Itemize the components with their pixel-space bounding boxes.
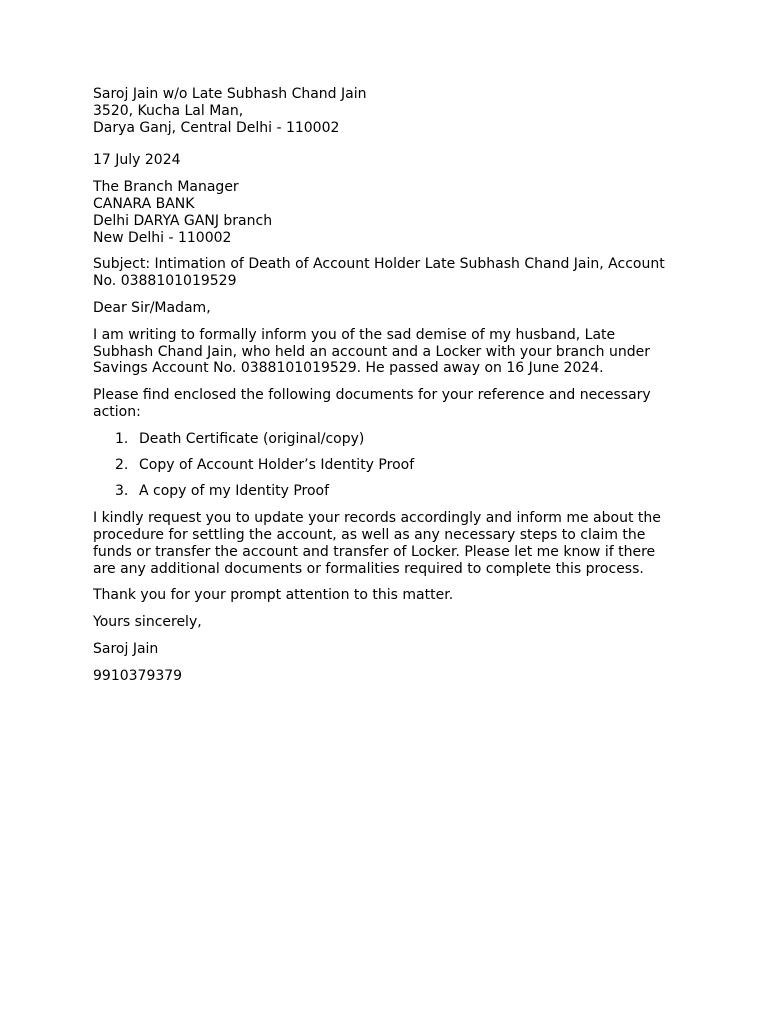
body-paragraph-3-line-1: I kindly request you to update your records accordingly and inform me about the bbox=[93, 510, 661, 527]
body-paragraph-3-line-3: funds or transfer the account and transfer of Locker. Please let me know if there bbox=[93, 543, 656, 560]
closing bbox=[93, 614, 683, 631]
body-paragraph-2-line-1: Please find enclosed the following documents for your reference and necessary bbox=[93, 387, 651, 404]
body-paragraph-3 bbox=[93, 510, 683, 577]
sender-city-line: Darya Ganj, Central Delhi - 110002 bbox=[93, 119, 340, 136]
recipient-address bbox=[93, 179, 683, 246]
subject-line bbox=[93, 256, 683, 290]
subject-line-1: Subject: Intimation of Death of Account Holder Late Subhash Chand Jain, Account bbox=[93, 256, 665, 273]
list-item-number: 3. bbox=[115, 483, 129, 500]
letter-page bbox=[93, 86, 683, 685]
enclosed-documents-list bbox=[93, 431, 683, 500]
body-paragraph-1-line-3: Savings Account No. 0388101019529. He passed away on 16 June 2024. bbox=[93, 360, 604, 377]
list-item-text: Death Certificate (original/copy) bbox=[139, 430, 365, 447]
body-paragraph-4 bbox=[93, 587, 683, 604]
letter-date-block bbox=[93, 152, 683, 169]
list-item bbox=[93, 457, 683, 474]
list-item bbox=[93, 483, 683, 500]
body-paragraph-1 bbox=[93, 327, 683, 377]
signature bbox=[93, 641, 683, 658]
subject-line-2: No. 0388101019529 bbox=[93, 273, 237, 290]
recipient-branch-line: Delhi DARYA GANJ branch bbox=[93, 212, 273, 229]
sender-address bbox=[93, 86, 683, 136]
recipient-bank-line: CANARA BANK bbox=[93, 195, 195, 212]
list-item-text: A copy of my Identity Proof bbox=[139, 483, 330, 500]
list-item-text: Copy of Account Holder’s Identity Proof bbox=[139, 457, 415, 474]
body-paragraph-3-line-2: procedure for settling the account, as well as any necessary steps to claim the bbox=[93, 526, 646, 543]
list-item-number: 2. bbox=[115, 457, 129, 474]
sender-name-line: Saroj Jain w/o Late Subhash Chand Jain bbox=[93, 86, 367, 102]
phone-number: 9910379379 bbox=[93, 667, 183, 684]
sender-street-line: 3520, Kucha Lal Man, bbox=[93, 102, 244, 119]
list-item-number: 1. bbox=[115, 430, 129, 447]
salutation-text: Dear Sir/Madam, bbox=[93, 299, 211, 316]
recipient-city-line: New Delhi - 110002 bbox=[93, 229, 232, 246]
contact-phone bbox=[93, 668, 683, 685]
salutation bbox=[93, 300, 683, 317]
recipient-title-line: The Branch Manager bbox=[93, 179, 239, 196]
body-paragraph-2 bbox=[93, 387, 683, 421]
closing-text: Yours sincerely, bbox=[93, 614, 202, 631]
thank-you-text: Thank you for your prompt attention to this matter. bbox=[93, 587, 454, 604]
signature-name: Saroj Jain bbox=[93, 640, 159, 657]
body-paragraph-2-line-2: action: bbox=[93, 403, 141, 420]
body-paragraph-3-line-4: are any additional documents or formalities required to complete this process. bbox=[93, 560, 644, 577]
list-item bbox=[93, 431, 683, 448]
body-paragraph-1-line-2: Subhash Chand Jain, who held an account and a Locker with your branch under bbox=[93, 343, 650, 360]
body-paragraph-1-line-1: I am writing to formally inform you of the sad demise of my husband, Late bbox=[93, 326, 616, 343]
letter-date: 17 July 2024 bbox=[93, 152, 181, 169]
